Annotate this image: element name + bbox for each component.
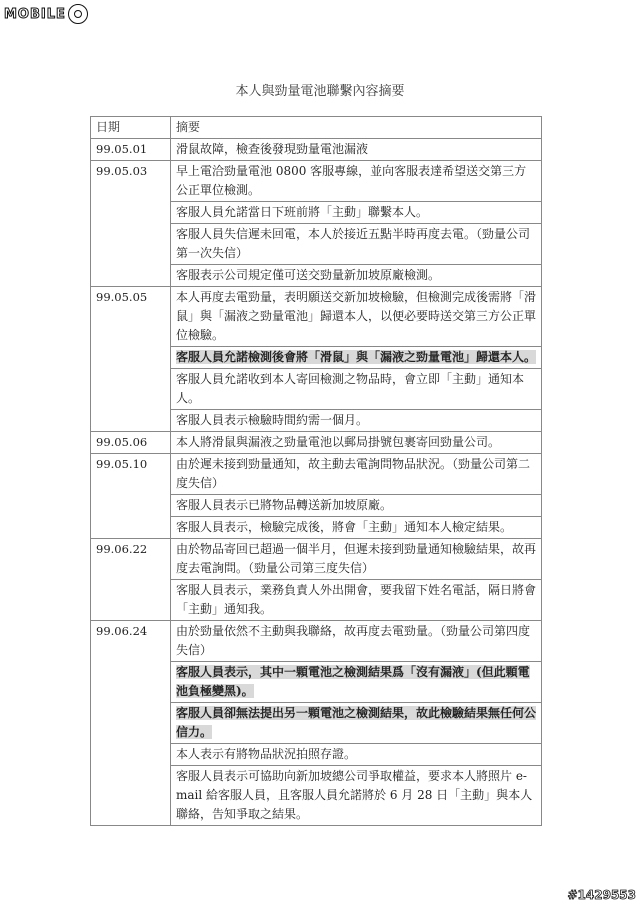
summary-text: 本人再度去電勁量，表明願送交新加坡檢驗，但檢測完成後需將「滑鼠」與「漏液之勁量電池」歸還本人，以便必要時送交第三方公正單位檢驗。 [176,290,537,342]
summary-cell [171,369,542,410]
summary-cell [171,347,542,369]
summary-cell [171,766,542,826]
summary-text: 客服人員允諾收到本人寄回檢測之物品時，會立即「主動」通知本人。 [176,372,525,405]
summary-text: 客服人員表示，業務負責人外出開會，要我留下姓名電話，隔日將會「主動」通知我。 [176,583,537,616]
table-row [91,432,542,454]
document-title: 本人與勁量電池聯繫內容摘要 [235,84,405,99]
summary-text: 客服表示公司規定僅可送交勁量新加坡原廠檢測。 [176,268,441,282]
summary-cell [171,539,542,580]
date-cell: 99.06.22 [91,539,171,621]
summary-cell [171,410,542,432]
date-cell: 99.05.10 [91,454,171,539]
summary-cell [171,265,542,287]
summary-cell [171,161,542,202]
summary-cell [171,454,542,495]
summary-cell [171,432,542,454]
table-row [91,621,542,662]
table-row [91,454,542,495]
summary-cell [171,703,542,744]
summary-text: 客服人員失信遲未回電，本人於接近五點半時再度去電。（勁量公司第一次失信） [176,227,531,260]
table-row [91,539,542,580]
date-cell: 99.06.24 [91,621,171,826]
summary-text: 由於物品寄回已超過一個半月，但遲未接到勁量通知檢驗結果，故再度去電詢問。（勁量公司第三度失信） [176,542,537,575]
summary-cell [171,224,542,265]
summary-text: 由於勁量依然不主動與我聯絡，故再度去電勁量。（勁量公司第四度失信） [176,624,531,657]
column-header-date: 日期 [91,117,171,139]
summary-cell [171,744,542,766]
summary-text: 客服人員表示可協助向新加坡總公司爭取權益，要求本人將照片 e-mail 給客服人員，且客服人員允諾將於 6 月 28 日「主動」與本人聯絡，告知爭取之結果。 [176,769,533,821]
summary-text: 本人將滑鼠與漏液之勁量電池以郵局掛號包裹寄回勁量公司。 [176,435,501,449]
date-cell: 99.05.01 [91,139,171,161]
summary-text: 客服人員允諾當日下班前將「主動」聯繫本人。 [176,205,429,219]
summary-text: 客服人員表示已將物品轉送新加坡原廠。 [176,498,393,512]
logo-mark-icon [68,4,88,24]
date-cell: 99.05.05 [91,287,171,432]
summary-cell [171,139,542,161]
summary-text-highlighted: 客服人員卻無法提出另一顆電池之檢測結果，故此檢驗結果無任何公信力。 [176,706,537,739]
table-row [91,161,542,202]
summary-text: 客服人員表示檢驗時間約需一個月。 [176,413,369,427]
table-row [91,139,542,161]
date-cell: 99.05.03 [91,161,171,287]
post-id-watermark: #1429553 [567,888,636,902]
summary-cell [171,202,542,224]
summary-text: 本人表示有將物品狀況拍照存證。 [176,747,357,761]
column-header-summary: 摘要 [171,117,542,139]
summary-cell [171,287,542,347]
date-cell: 99.05.06 [91,432,171,454]
summary-text: 由於遲未接到勁量通知，故主動去電詢問物品狀況。（勁量公司第二度失信） [176,457,531,490]
table-header-row [91,117,542,139]
summary-text: 客服人員表示，檢驗完成後，將會「主動」通知本人檢定結果。 [176,520,513,534]
summary-text: 早上電洽勁量電池 0800 客服專線，並向客服表達希望送交第三方公正單位檢測。 [176,164,527,197]
summary-cell [171,495,542,517]
mobile01-logo [4,4,88,24]
summary-cell [171,517,542,539]
summary-text-highlighted: 客服人員表示，其中一顆電池之檢測結果爲「沒有漏液」(但此顆電池負極變黑)。 [176,665,530,698]
summary-cell [171,662,542,703]
summary-cell [171,621,542,662]
summary-cell [171,580,542,621]
table-row [91,287,542,347]
summary-text-highlighted: 客服人員允諾檢測後會將「滑鼠」與「漏液之勁量電池」歸還本人。 [176,350,537,364]
logo-text: MOBILE [4,6,66,22]
summary-text: 滑鼠故障，檢查後發現勁量電池漏液 [176,142,369,156]
summary-table [90,116,542,826]
